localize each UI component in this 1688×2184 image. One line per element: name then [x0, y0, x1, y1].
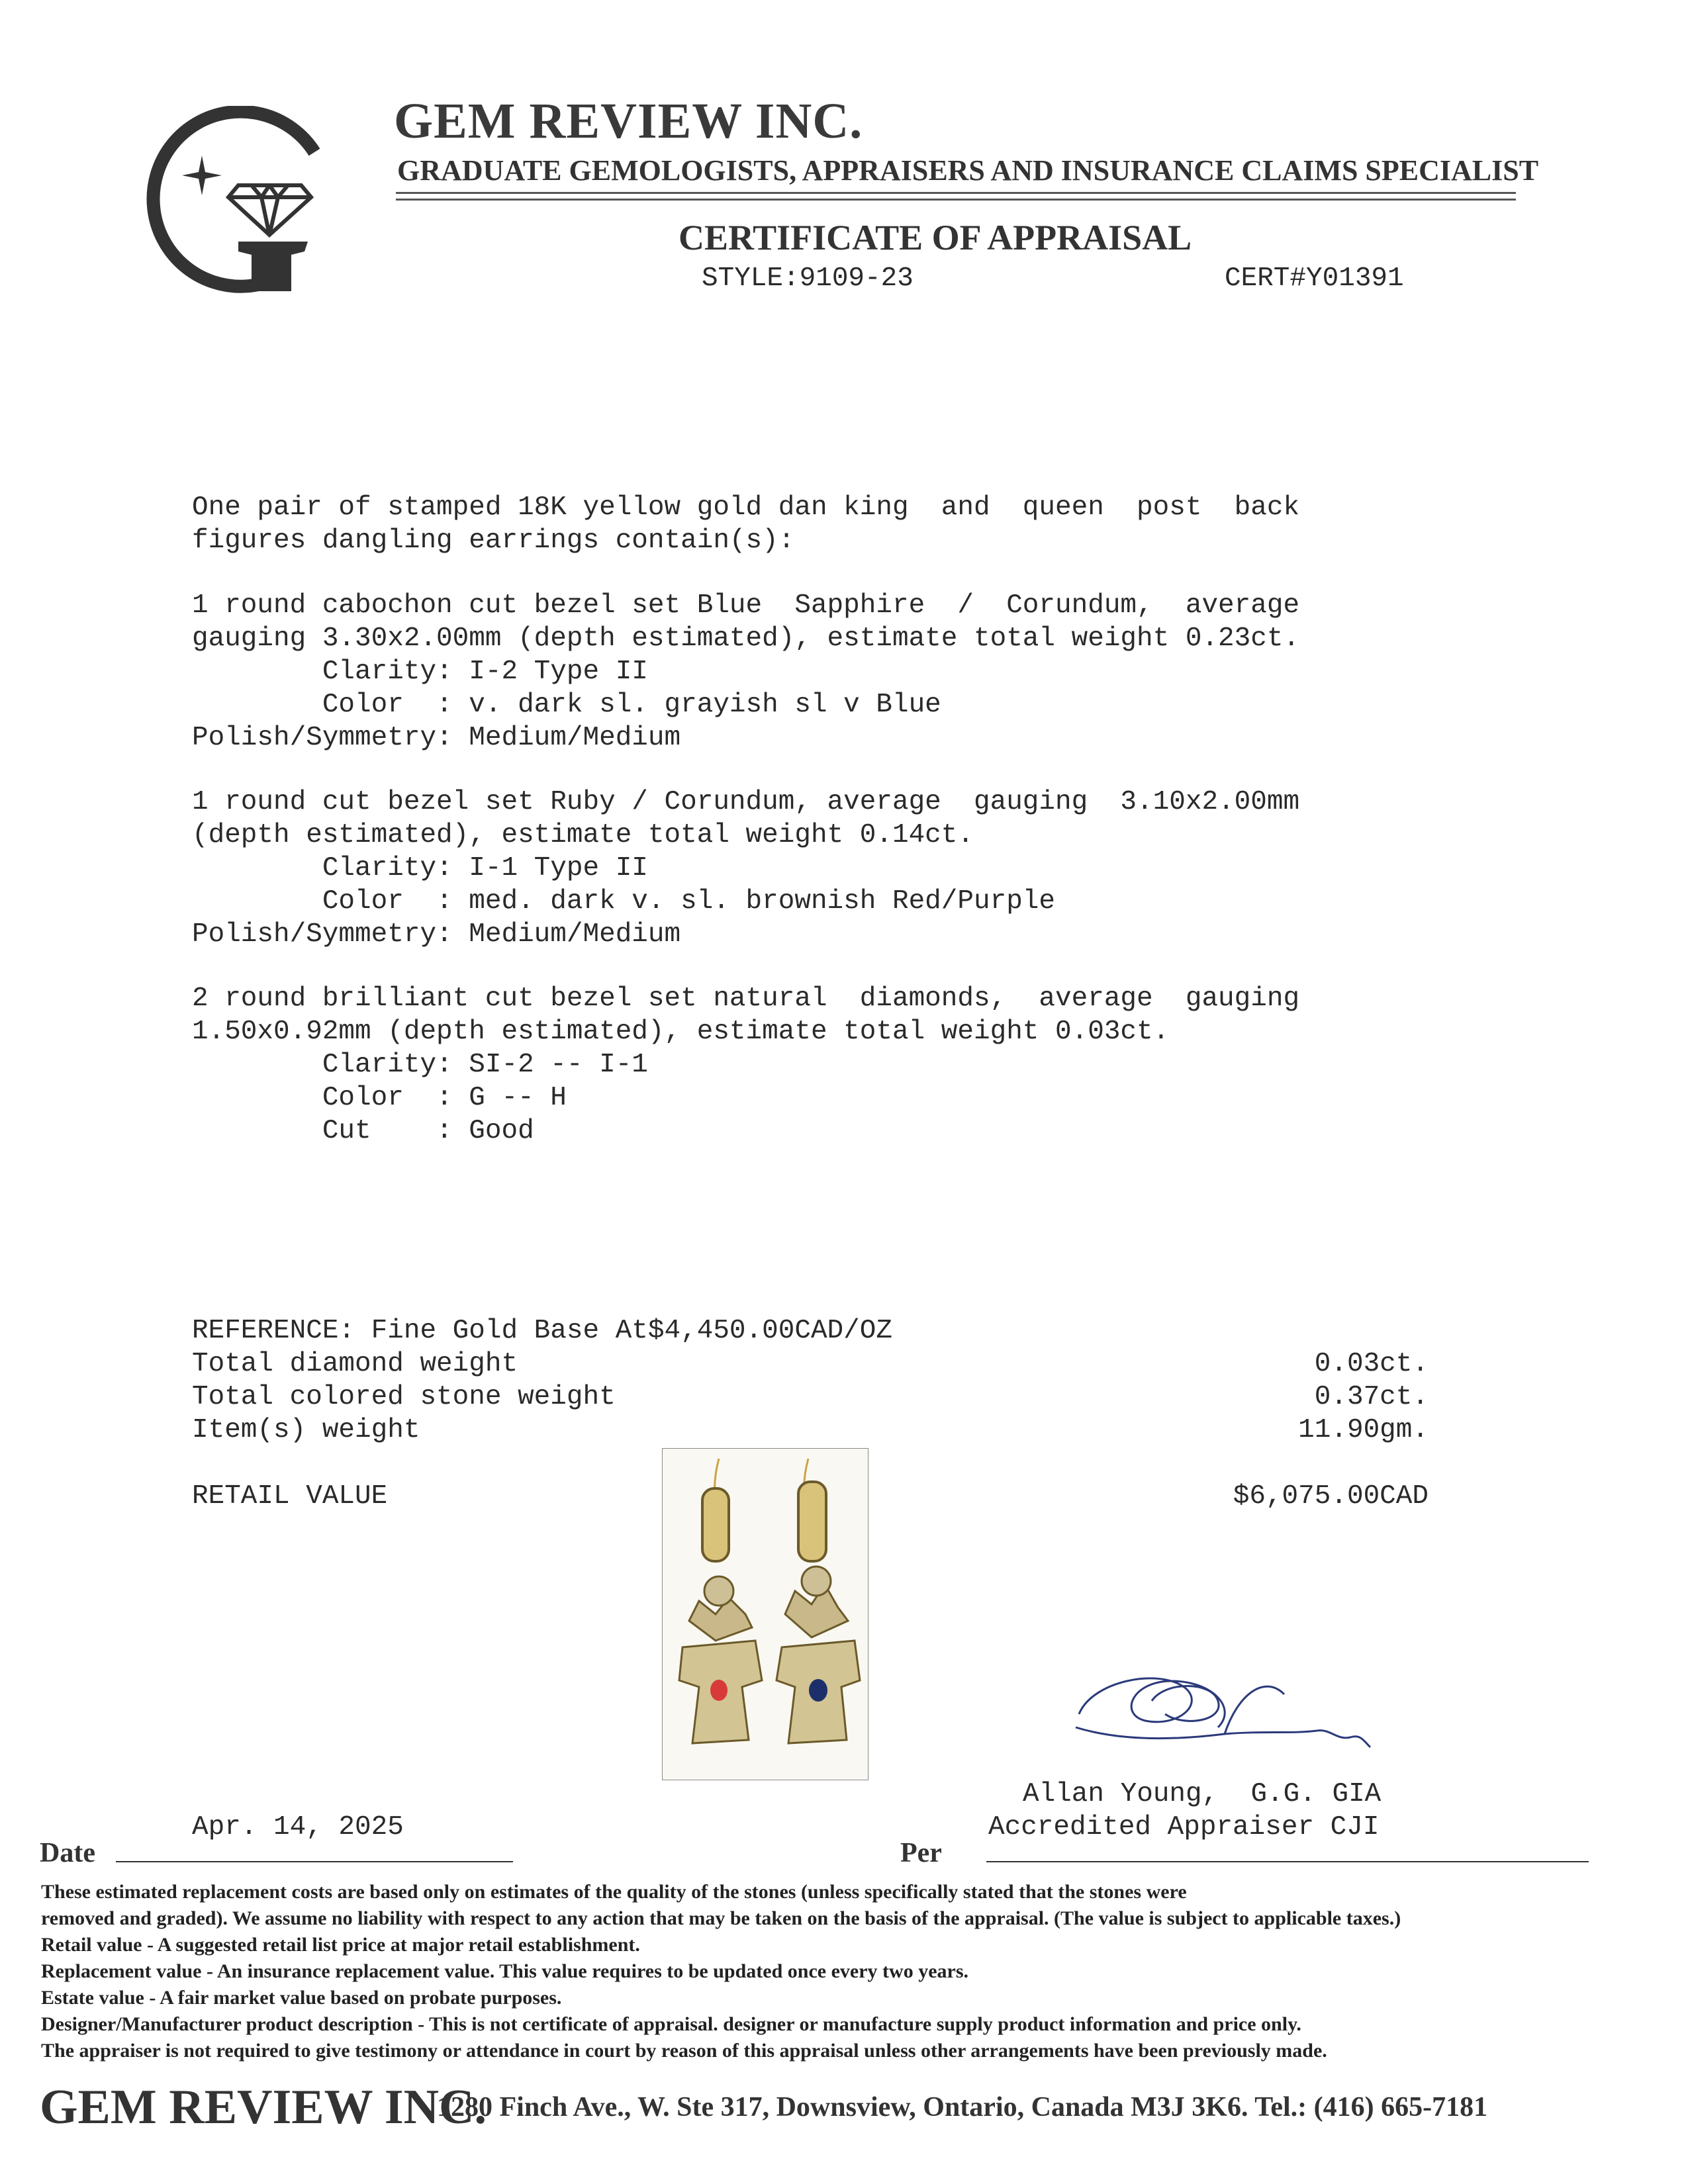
- date-line: [116, 1861, 513, 1862]
- per-label: Per: [900, 1838, 942, 1868]
- footer-company: GEM REVIEW INC.: [40, 2080, 487, 2134]
- stone-line: Color : med. dark v. sl. brownish Red/Purple: [192, 886, 1056, 917]
- style-number: STYLE:9109-23: [702, 263, 914, 294]
- date-value: Apr. 14, 2025: [192, 1812, 404, 1843]
- stone-line: 1 round cabochon cut bezel set Blue Sapphire / Corundum, average: [192, 590, 1300, 621]
- disclaimer-line: Designer/Manufacturer product description - This is not certificate of appraisal. designer or manufacture supply product information and price only.: [41, 2013, 1301, 2035]
- summary-label: Total diamond weight: [192, 1349, 518, 1379]
- header-rule-bottom: [396, 199, 1516, 201]
- company-subtitle: GRADUATE GEMOLOGISTS, APPRAISERS AND INSURANCE CLAIMS SPECIALIST: [397, 154, 1539, 187]
- disclaimer-line: The appraiser is not required to give testimony or attendance in court by reason of this appraisal unless other arrangements have been previously made.: [41, 2040, 1327, 2062]
- retail-label: RETAIL VALUE: [192, 1481, 388, 1512]
- stone-line: Clarity: I-2 Type II: [192, 657, 648, 687]
- stone-line: 2 round brilliant cut bezel set natural diamonds, average gauging: [192, 983, 1300, 1014]
- stone-line: Polish/Symmetry: Medium/Medium: [192, 723, 681, 753]
- stone-line: 1.50x0.92mm (depth estimated), estimate total weight 0.03ct.: [192, 1017, 1170, 1047]
- summary-value: 0.37ct.: [1314, 1382, 1429, 1412]
- header-rule-top: [396, 192, 1516, 194]
- stone-line: Color : G -- H: [192, 1083, 567, 1113]
- summary-label: Total colored stone weight: [192, 1382, 616, 1412]
- stone-line: Polish/Symmetry: Medium/Medium: [192, 919, 681, 950]
- footer-address: 1280 Finch Ave., W. Ste 317, Downsview, Ontario, Canada M3J 3K6. Tel.: (416) 665-7181: [437, 2092, 1488, 2122]
- description-line: One pair of stamped 18K yellow gold dan king and queen post back: [192, 492, 1300, 523]
- product-photo: [662, 1448, 868, 1780]
- stone-line: Cut : Good: [192, 1116, 534, 1146]
- cert-number: CERT#Y01391: [1225, 263, 1404, 294]
- stone-line: 1 round cut bezel set Ruby / Corundum, average gauging 3.10x2.00mm: [192, 787, 1300, 817]
- item-description: [192, 491, 1299, 557]
- summary-value: 0.03ct.: [1314, 1349, 1429, 1379]
- stone-line: gauging 3.30x2.00mm (depth estimated), estimate total weight 0.23ct.: [192, 623, 1300, 654]
- stone-line: Clarity: I-1 Type II: [192, 853, 648, 884]
- stone-line: (depth estimated), estimate total weight 0.14ct.: [192, 820, 974, 850]
- appraiser-name: Allan Young, G.G. GIA: [1023, 1779, 1382, 1809]
- per-line: [986, 1861, 1589, 1862]
- disclaimer-line: Retail value - A suggested retail list price at major retail establishment.: [41, 1934, 640, 1956]
- reference-line: REFERENCE: Fine Gold Base At$4,450.00CAD/OZ: [192, 1316, 892, 1346]
- signature-mark: [1066, 1641, 1397, 1760]
- stone-line: Color : v. dark sl. grayish sl v Blue: [192, 690, 941, 720]
- document-title: CERTIFICATE OF APPRAISAL: [679, 218, 1192, 257]
- stone-block-diamonds: [192, 982, 1299, 1148]
- date-label: Date: [40, 1838, 95, 1868]
- company-logo: [139, 106, 331, 298]
- appraiser-title: Accredited Appraiser CJI: [988, 1812, 1380, 1843]
- retail-value: $6,075.00CAD: [1233, 1481, 1429, 1512]
- stone-line: Clarity: SI-2 -- I-1: [192, 1050, 648, 1080]
- company-name: GEM REVIEW INC.: [394, 93, 863, 149]
- disclaimer-line: Replacement value - An insurance replacement value. This value requires to be updated once every two years.: [41, 1960, 969, 1982]
- disclaimer-line: These estimated replacement costs are based only on estimates of the quality of the stones (unless specifically stated that the stones were: [41, 1881, 1187, 1903]
- disclaimer-line: Estate value - A fair market value based on probate purposes.: [41, 1987, 562, 2009]
- disclaimer-line: removed and graded). We assume no liability with respect to any action that may be taken on the basis of the appraisal. (The value is subject to applicable taxes.): [41, 1907, 1401, 1929]
- summary-value: 11.90gm.: [1298, 1415, 1429, 1445]
- stone-block-sapphire: [192, 589, 1299, 754]
- summary-label: Item(s) weight: [192, 1415, 420, 1445]
- description-line: figures dangling earrings contain(s):: [192, 525, 795, 556]
- stone-block-ruby: [192, 786, 1299, 951]
